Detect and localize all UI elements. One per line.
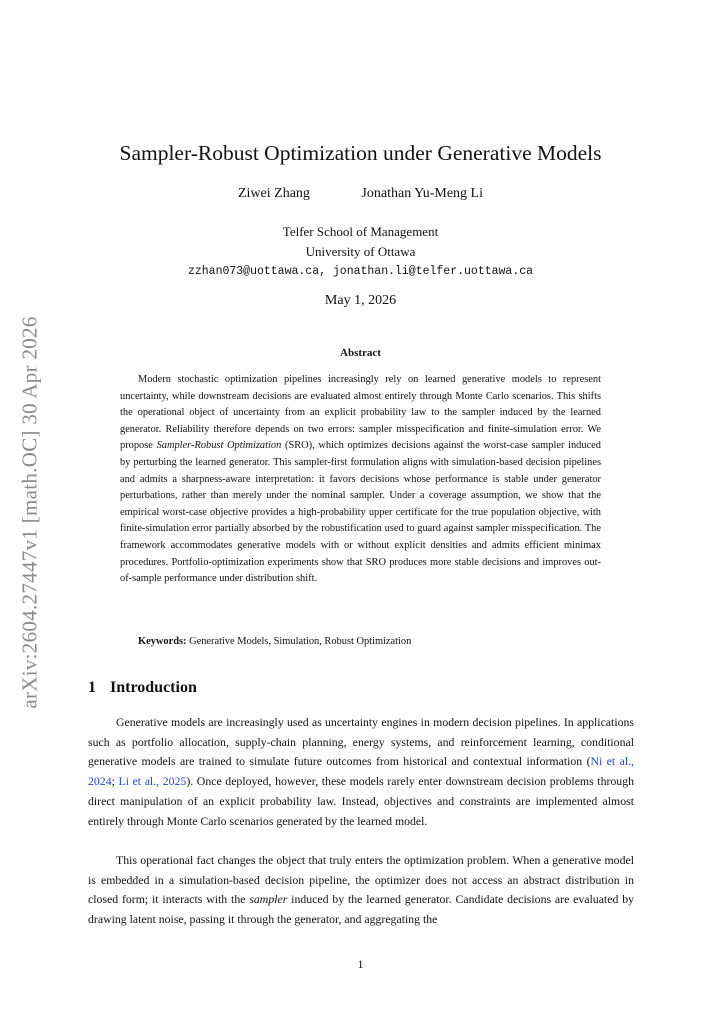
- keywords-line: [138, 636, 608, 647]
- affiliation-university: University of Ottawa: [305, 244, 416, 259]
- section-number: 1: [88, 679, 96, 696]
- emphasis-sampler: sampler: [249, 892, 288, 907]
- paper-title: Sampler-Robust Optimization under Generative Models: [119, 141, 602, 165]
- author-list: [0, 186, 721, 202]
- affiliation-school: Telfer School of Management: [282, 224, 439, 239]
- citation-link[interactable]: Ni et al., 2024: [88, 754, 634, 789]
- section-title: Introduction: [110, 679, 197, 696]
- method-name: Sampler-Robust Optimization: [156, 440, 282, 452]
- author-name: Jonathan Yu-Meng Li: [361, 186, 483, 201]
- intro-paragraph-1: Generative models are increasingly used as uncertainty engines in modern decision pipelines. In applications such as portfolio allocation, supply-chain planning, energy systems, and reinforcement learning, conditional generative models are trained to simulate future outcomes from historical and contextual information (Ni et al., 2024; Li et al., 2025). Once deployed, however, these models rarely enter downstream decision problems through direct manipulation of an explicit probability law. Instead, objectives and constraints are implemented almost entirely through Monte Carlo scenarios generated by the learned model.: [88, 715, 634, 828]
- keywords-text: Generative Models, Simulation, Robust Optimization: [189, 636, 412, 647]
- abstract-heading: Abstract: [340, 347, 381, 359]
- author-emails: zzhan073@uottawa.ca, jonathan.li@telfer.uottawa.ca: [187, 265, 534, 278]
- arxiv-sidebar-stamp: arXiv:2604.27447v1 [math.OC] 30 Apr 2026: [17, 316, 42, 709]
- page-number: 1: [357, 957, 364, 971]
- abstract-text: Modern stochastic optimization pipelines increasingly rely on learned generative models to represent uncertainty, while downstream decisions are evaluated almost entirely through Monte Carlo scenarios. This shifts the operational object of uncertainty from an explicit probability law to the sampler induced by the learned generator. Reliability therefore depends on two errors: sampler misspecification and finite-simulation error. We propose Sampler-Robust Optimization (SRO), which optimizes decisions against the worst-case sampler induced by perturbing the learned generator. This sampler-first formulation aligns with simulation-based decision pipelines and admits a sharpness-aware interpretation: it favors decisions whose performance is stable under generator perturbations, rather than merely under the nominal sampler. Under a coverage assumption, we show that the empirical worst-case objective provides a high-probability upper certificate for the true population objective, with finite-simulation error partially absorbed by the robustification used to guard against sampler misspecification. The framework accommodates generative models with or without explicit densities and admits efficient minimax procedures. Portfolio-optimization experiments show that SRO produces more stable decisions and improves out-of-sample performance under distribution shift.: [120, 374, 601, 585]
- citation-link[interactable]: Li et al., 2025: [118, 774, 187, 789]
- intro-paragraph-2: This operational fact changes the object that truly enters the optimization problem. When a generative model is embedded in a simulation-based decision pipeline, the optimizer does not access an abstract distribution in closed form; it interacts with the sampler induced by the learned generator. Candidate decisions are evaluated by drawing latent noise, passing it through the generator, and aggregating the: [88, 853, 634, 927]
- section-heading: [88, 679, 197, 697]
- affiliation-block: [0, 222, 721, 282]
- author-name: Ziwei Zhang: [238, 186, 310, 201]
- paper-date: May 1, 2026: [324, 293, 397, 308]
- keywords-label: Keywords:: [138, 636, 187, 647]
